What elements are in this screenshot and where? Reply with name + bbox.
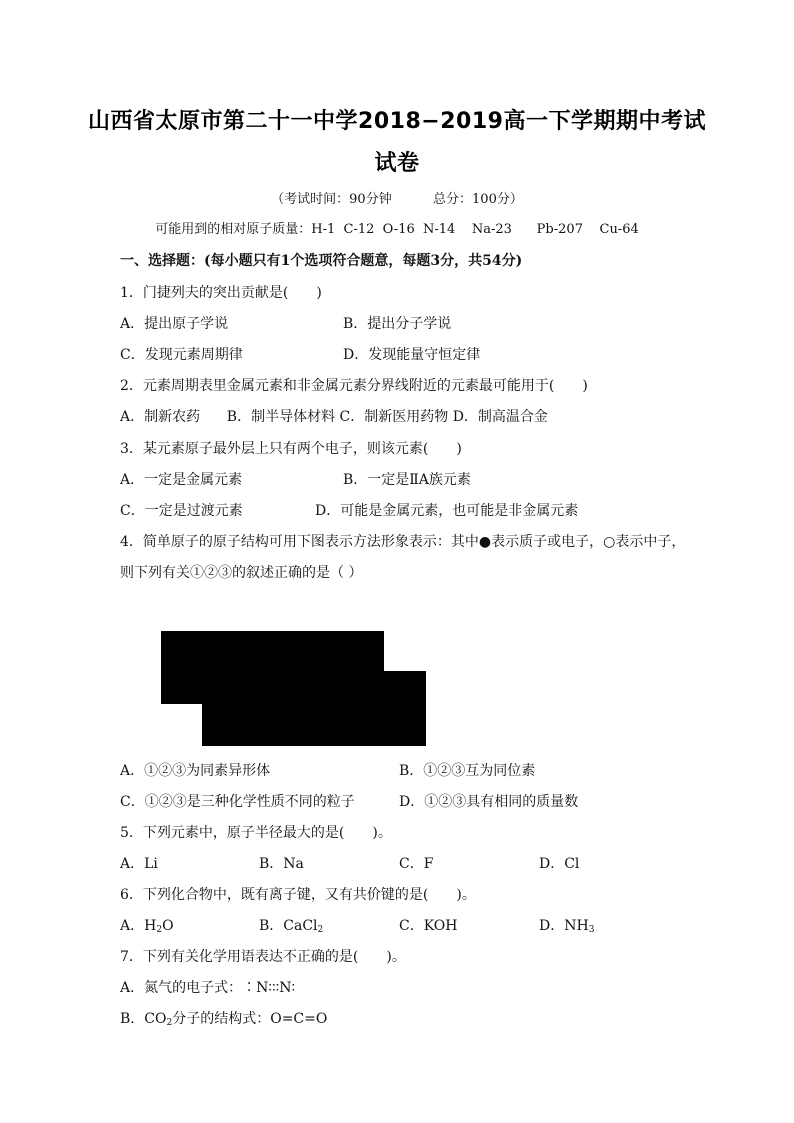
question-5-option-a: A．Li: [120, 856, 158, 872]
question-6-option-c: C．KOH: [399, 918, 458, 934]
question-3-option-a: A．一定是金属元素: [120, 472, 243, 488]
question-4-stem-line1: 4．简单原子的原子结构可用下图表示方法形象表示：其中●表示质子或电子，○表示中子，: [120, 534, 686, 550]
exam-info: （考试时间：90分钟 总分：100分）: [271, 192, 523, 207]
question-1-option-d: D．发现能量守恒定律: [343, 347, 481, 363]
question-5-option-b: B．Na: [259, 856, 304, 872]
question-6-stem: 6．下列化合物中，既有离子键，又有共价键的是( )。: [120, 887, 476, 903]
question-2-stem: 2．元素周期表里金属元素和非金属元素分界线附近的元素最可能用于( ): [120, 378, 588, 394]
page-title-line1: 山西省太原市第二十一中学2018−2019高一下学期期中考试: [88, 109, 706, 134]
question-4-option-a: A．①②③为同素异形体: [120, 763, 271, 779]
redacted-figure-block: [202, 704, 384, 746]
question-1-option-c: C．发现元素周期律: [120, 347, 243, 363]
question-5-option-c: C．F: [399, 856, 434, 872]
page-title-line2: 试卷: [374, 151, 420, 176]
question-1-option-b: B．提出分子学说: [343, 316, 452, 332]
question-3-option-b: B．一定是ⅡA族元素: [343, 472, 471, 488]
question-4-stem-line2: 则下列有关①②③的叙述正确的是（ ）: [120, 565, 363, 581]
atomic-masses: 可能用到的相对原子质量：H-1 C-12 O-16 N-14 Na-23 Pb-207 Cu-64: [155, 222, 639, 237]
question-2-options: A．制新农药 B．制半导体材料 C．制新医用药物 D．制高温合金: [120, 409, 548, 425]
question-4-option-c: C．①②③是三种化学性质不同的粒子: [120, 794, 355, 810]
question-6-option-b: B．CaCl$_2$: [259, 918, 324, 935]
redacted-figure-block: [384, 671, 426, 746]
question-3-stem: 3．某元素原子最外层上只有两个电子，则该元素( ): [120, 441, 462, 457]
question-3-option-d: D．可能是金属元素，也可能是非金属元素: [315, 503, 579, 519]
question-1-option-a: A．提出原子学说: [120, 316, 229, 332]
question-6-option-a: A．$H_2O$: [120, 918, 174, 935]
question-4-option-b: B．①②③互为同位素: [399, 763, 536, 779]
question-7-stem: 7．下列有关化学用语表达不正确的是( )。: [120, 949, 406, 965]
question-3-option-c: C．一定是过渡元素: [120, 503, 243, 519]
question-1-stem: 1．门捷列夫的突出贡献是( ): [120, 285, 322, 301]
question-5-stem: 5．下列元素中，原子半径最大的是( )。: [120, 825, 392, 841]
question-7-option-b: B．$CO_2$分子的结构式：O=C=O: [120, 1011, 328, 1028]
redacted-figure-block: [161, 631, 384, 704]
question-7-option-a: A．氮气的电子式：∶N∶∶∶N∶: [120, 980, 296, 996]
question-4-option-d: D．①②③具有相同的质量数: [399, 794, 579, 810]
question-5-option-d: D．Cl: [539, 856, 580, 872]
section-heading: 一、选择题：(每小题只有1个选项符合题意，每题3分，共54分): [120, 253, 523, 269]
question-6-option-d: D．$NH_3$: [539, 918, 595, 935]
